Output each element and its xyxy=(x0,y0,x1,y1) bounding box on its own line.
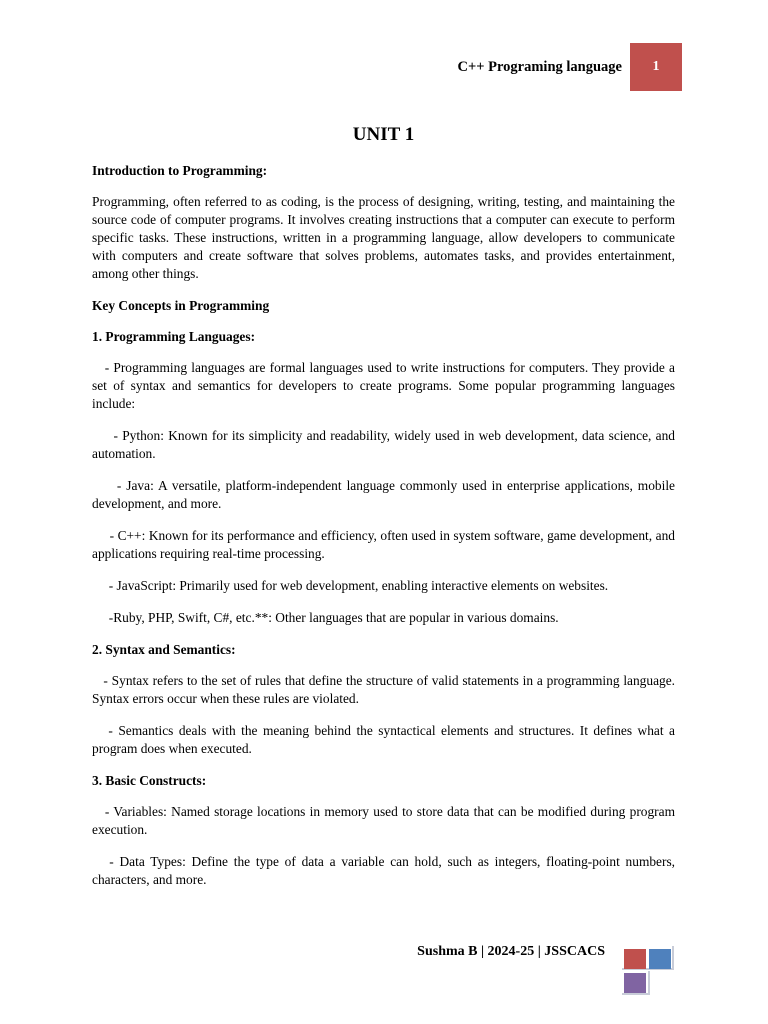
page-number: 1 xyxy=(652,59,660,74)
paragraph: - Java: A versatile, platform-independent language commonly used in enterprise applications, mobile development, and more. xyxy=(92,478,679,511)
paragraph: - Data Types: Define the type of data a variable can hold, such as integers, floating-point numbers, characters, and more. xyxy=(92,854,679,887)
section-heading: Key Concepts in Programming xyxy=(92,298,270,313)
footer-square-purple xyxy=(624,973,646,993)
section-heading: Introduction to Programming: xyxy=(92,163,268,178)
document-body xyxy=(92,120,679,903)
paragraph: - C++: Known for its performance and efficiency, often used in system software, game development, and applications requiring real-time processing. xyxy=(92,528,679,561)
header-title: C++ Programing language xyxy=(457,58,622,75)
paragraph: - Semantics deals with the meaning behind the syntactical elements and structures. It defines what a program does when executed. xyxy=(92,723,679,756)
paragraph: -Ruby, PHP, Swift, C#, etc.**: Other languages that are popular in various domains. xyxy=(92,610,559,625)
section-heading: 2. Syntax and Semantics: xyxy=(92,642,236,657)
paragraph: - Syntax refers to the set of rules that define the structure of valid statements in a programming language. Syntax errors occur when these rules are violated. xyxy=(92,673,679,706)
paragraph: - JavaScript: Primarily used for web development, enabling interactive elements on websites. xyxy=(92,578,609,593)
paragraph: Programming, often referred to as coding, is the process of designing, writing, testing, and maintaining the source code of computer programs. It involves creating instructions that a computer can execute to perform specific tasks. These instructions, written in a programming language, allow developers to communicate with computers and create software that solves problems, automates tasks, and provides entertainment, among other things. xyxy=(92,194,679,281)
unit-title: UNIT 1 xyxy=(352,124,415,145)
page-header xyxy=(458,43,682,91)
footer-square-red xyxy=(624,949,646,969)
paragraph: - Variables: Named storage locations in memory used to store data that can be modified during program execution. xyxy=(92,804,679,837)
section-heading: 3. Basic Constructs: xyxy=(92,773,207,788)
paragraph: - Python: Known for its simplicity and readability, widely used in web development, data science, and automation. xyxy=(92,428,679,461)
footer-square-blue xyxy=(649,949,671,969)
document-blocks xyxy=(92,162,679,889)
section-heading: 1. Programming Languages: xyxy=(92,329,256,344)
footer-text: Sushma B | 2024-25 | JSSCACS xyxy=(417,944,605,959)
paragraph: - Programming languages are formal languages used to write instructions for computers. They provide a set of syntax and semantics for developers to create programs. Some popular programming languages include: xyxy=(92,360,679,411)
page-number-box xyxy=(630,43,682,91)
page-footer xyxy=(0,940,768,1000)
footer-logo-squares xyxy=(620,940,680,1000)
